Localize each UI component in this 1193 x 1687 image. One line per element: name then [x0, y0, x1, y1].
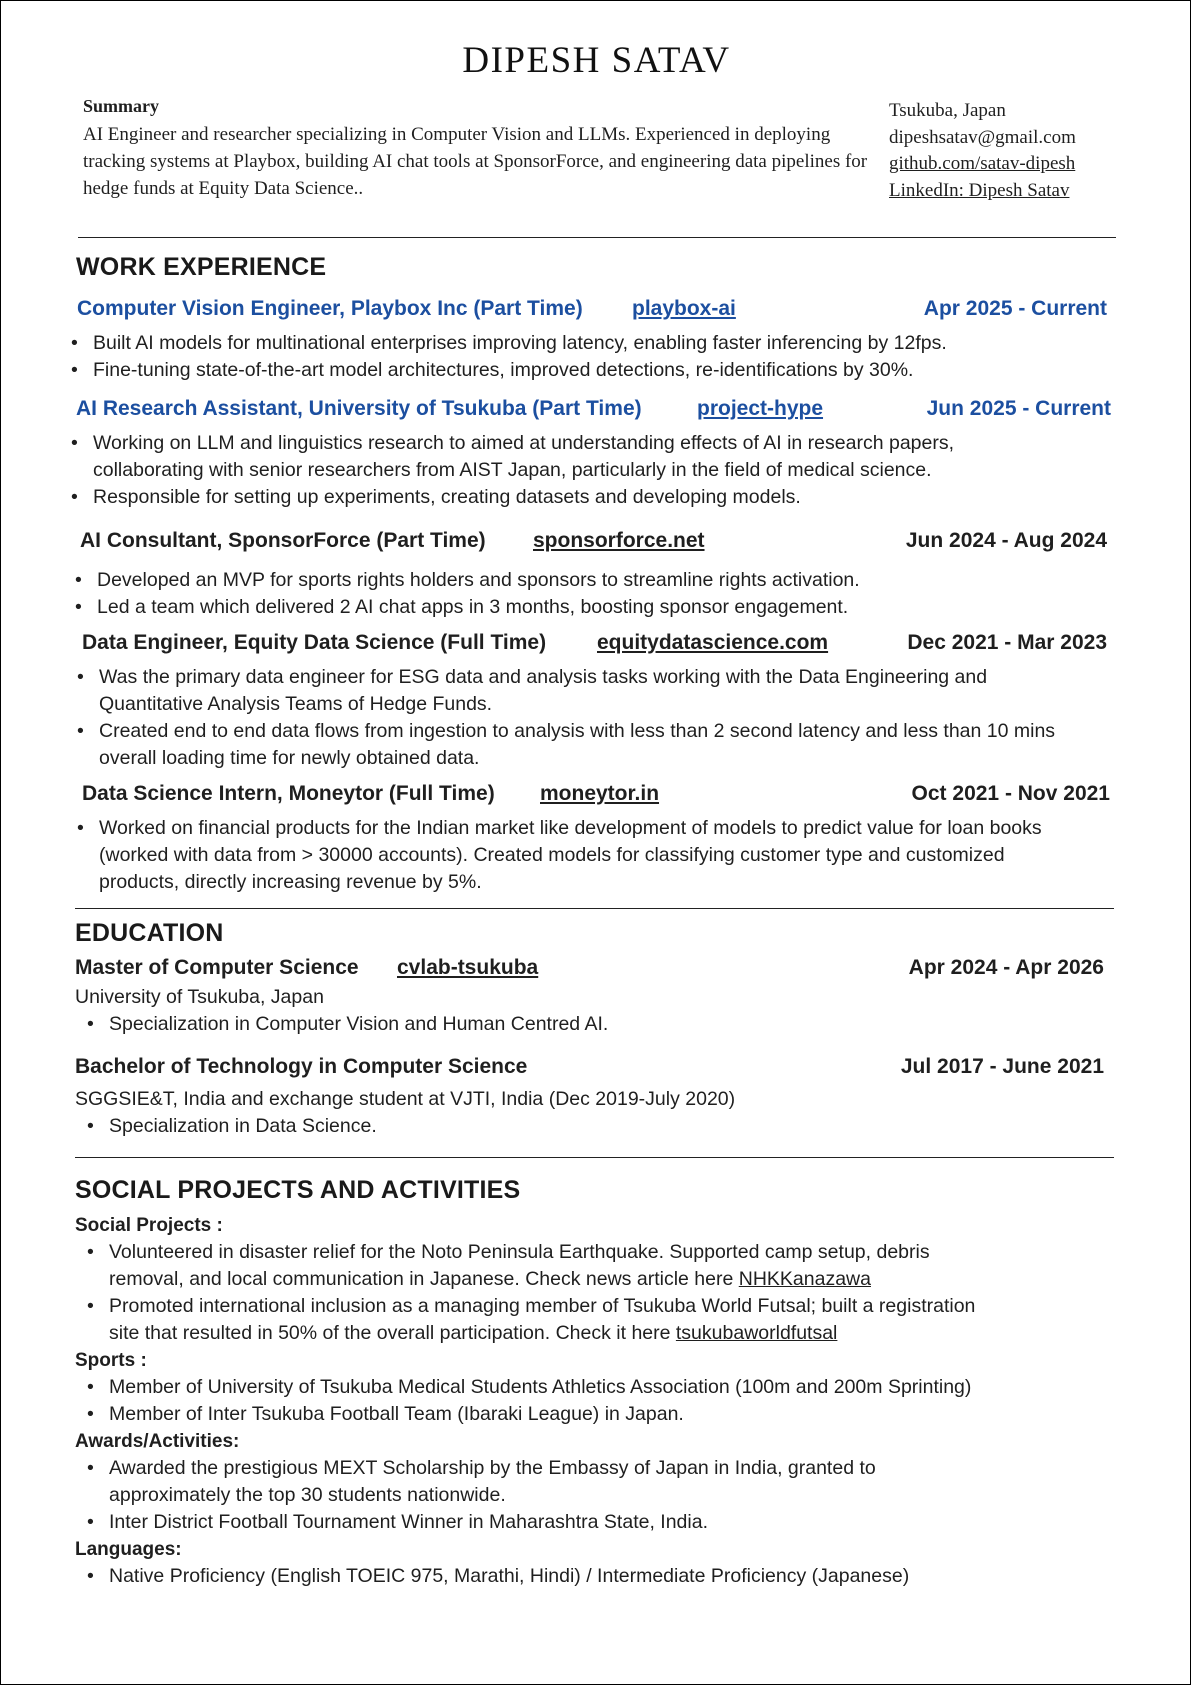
job-title: AI Research Assistant, University of Tsukuba (Part Time)	[76, 397, 642, 420]
education-link[interactable]: cvlab-tsukuba	[397, 956, 539, 979]
list-item: • Member of University of Tsukuba Medical Students Athletics Association (100m and 200m Sprinting)	[85, 1374, 1115, 1401]
list-item: • Specialization in Data Science.	[85, 1113, 1085, 1140]
list-item: • Created end to end data flows from ingestion to analysis with less than 2 second latency and less than 10 mins overall loading time for newly obtained data.	[75, 718, 1085, 772]
job-title: Computer Vision Engineer, Playbox Inc (Part Time)	[77, 297, 583, 320]
list-item: • Responsible for setting up experiments, creating datasets and developing models.	[69, 484, 1059, 511]
job-link[interactable]: sponsorforce.net	[533, 529, 705, 552]
job-title: Data Engineer, Equity Data Science (Full Time)	[82, 631, 547, 654]
education-header	[1, 956, 1192, 986]
education-bullets	[85, 1113, 1085, 1140]
job-link[interactable]: equitydatascience.com	[597, 631, 829, 654]
job-date: Dec 2021 - Mar 2023	[907, 631, 1107, 654]
contact-location: Tsukuba, Japan	[889, 100, 1006, 121]
job-header	[1, 529, 1192, 559]
list-item	[85, 1293, 1115, 1347]
job-bullets	[75, 815, 1075, 896]
project-text: Promoted international inclusion as a managing member of Tsukuba World Futsal; built a registration	[109, 1295, 976, 1317]
candidate-name: DIPESH SATAV	[462, 40, 731, 81]
languages-label: Languages:	[75, 1539, 182, 1560]
education-bullets	[85, 1011, 1085, 1038]
list-item: • Built AI models for multinational enterprises improving latency, enabling faster inferencing by 12fps.	[69, 330, 1129, 357]
job-link[interactable]: playbox-ai	[632, 297, 736, 320]
education-date: Apr 2024 - Apr 2026	[908, 956, 1104, 979]
divider	[75, 908, 1114, 909]
list-item: • Developed an MVP for sports rights holders and sponsors to streamline rights activation.	[73, 567, 1133, 594]
job-bullets	[73, 567, 1133, 621]
nhk-kanazawa-link[interactable]: NHKKanazawa	[738, 1268, 871, 1290]
linkedin-link[interactable]: LinkedIn: Dipesh Satav	[889, 179, 1070, 201]
tsukuba-world-futsal-link[interactable]: tsukubaworldfutsal	[675, 1322, 838, 1344]
list-item: • Inter District Football Tournament Winner in Maharashtra State, India.	[85, 1509, 985, 1536]
job-header	[1, 297, 1192, 327]
job-date: Jun 2024 - Aug 2024	[905, 529, 1107, 552]
list-item: • Worked on financial products for the Indian market like development of models to predict value for loan books (worked with data from > 30000 accounts). Created models for classifying customer type and customized products, directly increasing revenue by 5%.	[75, 815, 1075, 896]
degree-title: Master of Computer Science	[75, 956, 359, 979]
job-link[interactable]: project-hype	[697, 397, 824, 420]
job-header	[1, 782, 1192, 812]
project-text: Volunteered in disaster relief for the Noto Peninsula Earthquake. Supported camp setup, debris	[109, 1241, 930, 1263]
job-header	[1, 397, 1192, 427]
social-heading: SOCIAL PROJECTS AND ACTIVITIES	[75, 1176, 521, 1204]
job-bullets	[75, 664, 1085, 772]
summary-text: AI Engineer and researcher specializing in Computer Vision and LLMs. Experienced in deploying tracking systems at Playbox, building AI chat tools at SponsorForce, and engineering data pipelines for hedge funds at Equity Data Science..	[83, 124, 868, 199]
list-item: • Member of Inter Tsukuba Football Team (Ibaraki League) in Japan.	[85, 1401, 1115, 1428]
list-item	[85, 1239, 1115, 1293]
contact-email: dipeshsatav@gmail.com	[889, 126, 1076, 148]
job-header	[1, 631, 1192, 661]
list-item: • Native Proficiency (English TOEIC 975, Marathi, Hindi) / Intermediate Proficiency (Japanese)	[85, 1563, 1115, 1590]
work-experience-heading: WORK EXPERIENCE	[76, 253, 327, 281]
divider	[75, 1157, 1114, 1158]
job-title: AI Consultant, SponsorForce (Part Time)	[80, 529, 486, 552]
social-projects-label: Social Projects :	[75, 1215, 223, 1236]
job-title: Data Science Intern, Moneytor (Full Time)	[82, 782, 495, 805]
school-name: SGGSIE&T, India and exchange student at VJTI, India (Dec 2019-July 2020)	[75, 1088, 736, 1110]
list-item: • Specialization in Computer Vision and Human Centred AI.	[85, 1011, 1085, 1038]
job-bullets	[69, 430, 1059, 511]
job-bullets	[69, 330, 1129, 384]
job-date: Oct 2021 - Nov 2021	[911, 782, 1110, 805]
awards-label: Awards/Activities:	[75, 1431, 240, 1452]
education-header	[1, 1055, 1192, 1085]
summary-block	[83, 96, 873, 202]
sports-list	[85, 1374, 1115, 1428]
project-text: removal, and local communication in Japanese. Check news article here	[109, 1268, 739, 1290]
job-date: Jun 2025 - Current	[926, 397, 1111, 420]
school-name: University of Tsukuba, Japan	[75, 986, 324, 1008]
job-link[interactable]: moneytor.in	[540, 782, 660, 805]
list-item: • Fine-tuning state-of-the-art model architectures, improved detections, re-identifications by 30%.	[69, 357, 1129, 384]
languages-list	[85, 1563, 1115, 1590]
divider	[78, 237, 1116, 238]
degree-title: Bachelor of Technology in Computer Science	[75, 1055, 528, 1078]
github-link[interactable]: github.com/satav-dipesh	[889, 153, 1076, 174]
sports-label: Sports :	[75, 1350, 147, 1371]
list-item: • Awarded the prestigious MEXT Scholarship by the Embassy of Japan in India, granted to approximately the top 30 students nationwide.	[85, 1455, 985, 1509]
summary-label: Summary	[83, 96, 159, 116]
project-text: site that resulted in 50% of the overall participation. Check it here	[109, 1322, 676, 1344]
job-date: Apr 2025 - Current	[923, 297, 1107, 320]
list-item: • Working on LLM and linguistics research to aimed at understanding effects of AI in research papers, collaborating with senior researchers from AIST Japan, particularly in the field of medical science.	[69, 430, 1059, 484]
contact-block	[889, 98, 1189, 204]
list-item: • Led a team which delivered 2 AI chat apps in 3 months, boosting sponsor engagement.	[73, 594, 1133, 621]
list-item: • Was the primary data engineer for ESG data and analysis tasks working with the Data Engineering and Quantitative Analysis Teams of Hedge Funds.	[75, 664, 1085, 718]
awards-list	[85, 1455, 985, 1536]
social-projects-list	[85, 1239, 1115, 1347]
education-date: Jul 2017 - June 2021	[900, 1055, 1104, 1078]
education-heading: EDUCATION	[75, 919, 224, 947]
